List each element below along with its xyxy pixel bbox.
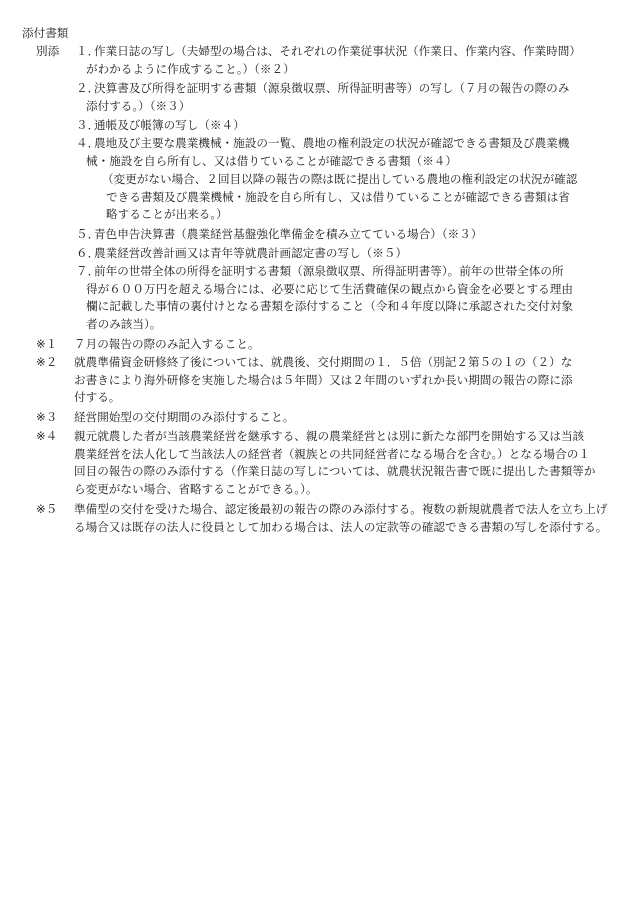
footnote — [74, 409, 294, 427]
footnote — [74, 354, 573, 407]
item-number: ７． — [76, 264, 100, 278]
item-text-line: 作業日誌の写し（夫婦型の場合は、それぞれの作業従事状況（作業日、作業内容、作業時間） — [94, 44, 581, 58]
note-text-line: （変更がない場合、２回目以降の報告の際は既に提出している農地の権利設定の状況が確認 — [102, 172, 578, 186]
note-mark: ※５ — [36, 502, 58, 516]
item-number: ５． — [76, 227, 100, 241]
item-text-line: 者のみ該当）。 — [86, 316, 162, 331]
item-text-line: 得が６００万円を超える場合には、必要に応じて生活費確保の観点から資金を必要とする理由 — [86, 281, 573, 296]
betten-label: 別添 — [36, 44, 60, 58]
item-text-line: 農地及び主要な農業機械・施設の一覧、農地の権利設定の状況が確認できる書類及び農業機 — [94, 136, 570, 150]
footnote-text-line: 親元就農した者が当該農業経営を継承する、親の農業経営とは別に新たな部門を開始する又は当該 — [74, 429, 585, 443]
footnote-text-line: ら変更がない場合、省略することができる。）。 — [74, 481, 318, 496]
item-text-line: 添付する。）（※３） — [86, 98, 191, 113]
document-title: 添付書類 — [22, 26, 69, 40]
footnote-text-line: 回目の報告の際のみ添付する（作業日誌の写しについては、就農状況報告書で既に提出した書類等か — [74, 464, 596, 479]
footnote-text-line: 準備型の交付を受けた場合、認定後最初の報告の際のみ添付する。複数の新規就農者で法人を立ち上げ — [74, 502, 608, 516]
footnote-text-line: 就農準備資金研修終了後については、就農後、交付期間の１．５倍（別記２第５の１の（２）な — [74, 355, 573, 369]
list-item — [86, 135, 570, 170]
note-text-line: できる書類及び農業機械・施設を自ら所有し、又は借りていることが確認できる書類は省 — [106, 189, 570, 204]
item-text-line: 農業経営改善計画又は青年等就農計画認定書の写し（※５） — [94, 246, 408, 260]
item-text-line: 青色申告決算書（農業経営基盤強化準備金を積み立てている場合）（※３） — [94, 227, 483, 241]
item-text-line: がわかるように作成すること。）（※２） — [86, 61, 295, 76]
item-number: ３． — [76, 118, 100, 132]
footnote-text-line: 経営開始型の交付期間のみ添付すること。 — [74, 410, 295, 424]
note-mark: ※４ — [36, 429, 58, 443]
footnote — [74, 501, 607, 536]
item-number: １． — [76, 44, 100, 58]
note-mark: ※１ — [36, 337, 58, 351]
note-text-line: 略することが出来る。） — [106, 207, 228, 222]
footnote-text-line: る場合又は既存の法人に役員として加わる場合は、法人の定款等の確認できる書類の写しを添付する。 — [74, 519, 608, 534]
note-mark: ※２ — [36, 355, 58, 369]
list-item — [86, 43, 581, 78]
item-number: ４． — [76, 136, 100, 150]
footnote — [74, 336, 260, 354]
list-item — [94, 245, 407, 263]
footnote-text-line: ７月の報告の際のみ記入すること。 — [74, 337, 260, 351]
item-note — [102, 171, 577, 224]
item-number: ２． — [76, 81, 100, 95]
item-number: ６． — [76, 246, 100, 260]
footnote — [74, 428, 596, 498]
item-text-line: 通帳及び帳簿の写し（※４） — [94, 118, 245, 132]
list-item — [86, 263, 573, 333]
list-item — [94, 226, 482, 244]
list-item — [86, 80, 570, 115]
note-mark: ※３ — [36, 410, 58, 424]
footnote-text-line: 付する。 — [74, 390, 121, 405]
item-text-line: 械・施設を自ら所有し、又は借りていることが確認できる書類（※４） — [86, 153, 458, 168]
footnote-text-line: お書きにより海外研修を実施した場合は５年間）又は２年間のいずれか長い期間の報告の際に添 — [74, 372, 573, 387]
item-text-line: 決算書及び所得を証明する書類（源泉徴収票、所得証明書等）の写し（７月の報告の際のみ — [94, 81, 570, 95]
item-text-line: 前年の世帯全体の所得を証明する書類（源泉徴収票、所得証明書等）。前年の世帯全体の所 — [94, 264, 564, 278]
footnote-text-line: 農業経営を法人化して当該法人の経営者（親族との共同経営者になる場合を含む。）となる場合の１ — [74, 446, 590, 461]
list-item — [94, 117, 245, 135]
item-text-line: 欄に記載した事情の裏付けとなる書類を添付すること（令和４年度以降に承認された交付対象 — [86, 299, 573, 314]
